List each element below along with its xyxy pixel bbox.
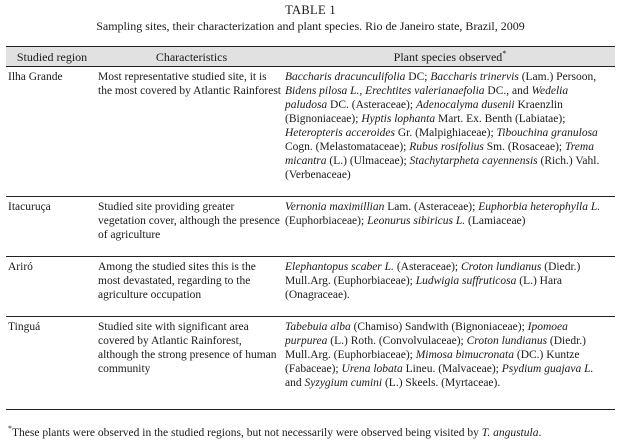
table-row [6, 197, 615, 257]
header-species [285, 47, 615, 67]
species-cell [285, 257, 615, 317]
species-name: Ludwigia suffruticosa [415, 275, 517, 287]
table-footnote [6, 426, 615, 440]
species-authority: (Asteraceae); [393, 261, 461, 273]
species-authority: Kraenzlin (Bignoniaceae); [285, 99, 563, 125]
footnote-end: . [538, 427, 542, 439]
header-species-label: Plant species observed [393, 50, 503, 64]
species-authority: and [285, 377, 305, 389]
header-characteristics: Characteristics [98, 47, 285, 67]
species-authority: (L.) (Ulmaceae); [326, 155, 410, 167]
species-authority: Lineu. (Malvaceae); [402, 363, 502, 375]
characteristics-cell: Studied site with significant area covered by Atlantic Rainforest, although the strong presence of human community [98, 317, 285, 410]
header-row [6, 47, 615, 67]
table-row [6, 317, 615, 410]
species-authority: (Rich.) Vahl. (Verbenaceae) [285, 155, 600, 181]
species-authority: DC., and [484, 85, 532, 97]
species-authority: (L.) Skeels. (Myrtaceae). [382, 377, 501, 389]
species-name: Tibouchina granulosa [496, 127, 598, 139]
species-name: Stachytarpheta cayennensis [409, 155, 538, 167]
species-name: Rubus rosifolius [409, 141, 484, 153]
table-title: TABLE 1 [285, 3, 336, 17]
characteristics-cell: Most representative studied site, it is the most covered by Atlantic Rainforest [98, 71, 281, 97]
species-authority: (DC.) Kuntze (Fabaceae); [285, 349, 580, 375]
species-name: Elephantopus scaber L. [285, 261, 394, 273]
footnote-text: These plants were observed in the studied regions, but not necessarily were observed being visited by [12, 427, 482, 439]
species-authority: (Diedr.) Mull.Arg. (Euphorbiaceae); [285, 261, 581, 287]
footnote-species: T. angustula [481, 427, 539, 439]
footnote-mark: * [8, 424, 12, 434]
species-name: Ipomoea purpurea [285, 321, 568, 347]
region-cell: Itacuruça [6, 197, 98, 257]
table-row [6, 67, 615, 197]
species-cell [285, 317, 615, 410]
region-cell: Ariró [6, 257, 98, 317]
characteristics-cell: Studied site providing greater vegetation cover, although the presence of agriculture [98, 197, 285, 257]
species-authority: (L.) Hara (Onagraceae). [285, 275, 563, 301]
species-name: Adenocalyma dusenii [415, 99, 515, 111]
species-name: Mimosa bimucronata [415, 349, 514, 361]
species-name: Trema micantra [285, 141, 594, 167]
species-authority: (L.) Roth. (Convolvulaceae); [327, 335, 467, 347]
species-authority: Lam. (Asteraceae); [384, 201, 479, 213]
species-authority: DC. (Asteraceae); [327, 99, 416, 111]
sampling-sites-table [6, 46, 615, 410]
species-name: Baccharis trinervis [430, 71, 519, 83]
table-subtitle: Sampling sites, their characterization and plant species. Rio de Janeiro state, Brazil, 2009 [96, 19, 525, 33]
header-region: Studied region [6, 47, 98, 67]
species-cell [285, 67, 615, 197]
species-authority: (Lamiaceae) [465, 215, 526, 227]
species-name: Tabebuia alba [285, 321, 351, 333]
species-authority: Sm. (Rosaceae); [483, 141, 565, 153]
species-name: Heteropteris acceroides [285, 127, 395, 139]
species-name: Croton lundianus [466, 335, 548, 347]
region-cell: Ilha Grande [8, 71, 63, 83]
species-authority: Gr. (Malpighiaceae); [394, 127, 497, 139]
species-name: Bidens pilosa L., Erechtites valerianaefolia [285, 85, 485, 97]
species-name: Baccharis dracunculifolia [285, 71, 406, 83]
species-authority: (Euphorbiaceae); [285, 215, 368, 227]
species-name: Wedelia paludosa [285, 85, 569, 111]
species-authority: (Diedr.) Mull.Arg. (Euphorbiaceae); [285, 335, 587, 361]
species-authority: (Lam.) Persoon, [518, 71, 597, 83]
species-name: Leonurus sibiricus L. [367, 215, 466, 227]
species-cell [285, 197, 615, 257]
species-authority: DC; [405, 71, 431, 83]
species-name: Psydium guajava L. [501, 363, 594, 375]
species-name: Croton lundianus [460, 261, 542, 273]
region-cell: Tinguá [6, 317, 98, 410]
table-caption [6, 0, 615, 34]
characteristics-cell: Among the studied sites this is the most devastated, regarding to the agriculture occupation [98, 257, 285, 317]
species-name: Euphorbia heterophylla L. [478, 201, 601, 213]
species-name: Syzygium cumini [304, 377, 383, 389]
species-authority: Cogn. (Melastomataceae); [285, 141, 410, 153]
header-species-mark: * [502, 49, 507, 58]
species-authority: Mart. Ex. Benth (Labiatae); [435, 113, 566, 125]
species-name: Vernonia maximillian [285, 201, 385, 213]
species-authority: (Chamiso) Sandwith (Bignoniaceae); [350, 321, 528, 333]
table-row [6, 257, 615, 317]
species-name: Urena lobata [341, 363, 403, 375]
species-name: Hyptis lophanta [361, 113, 436, 125]
